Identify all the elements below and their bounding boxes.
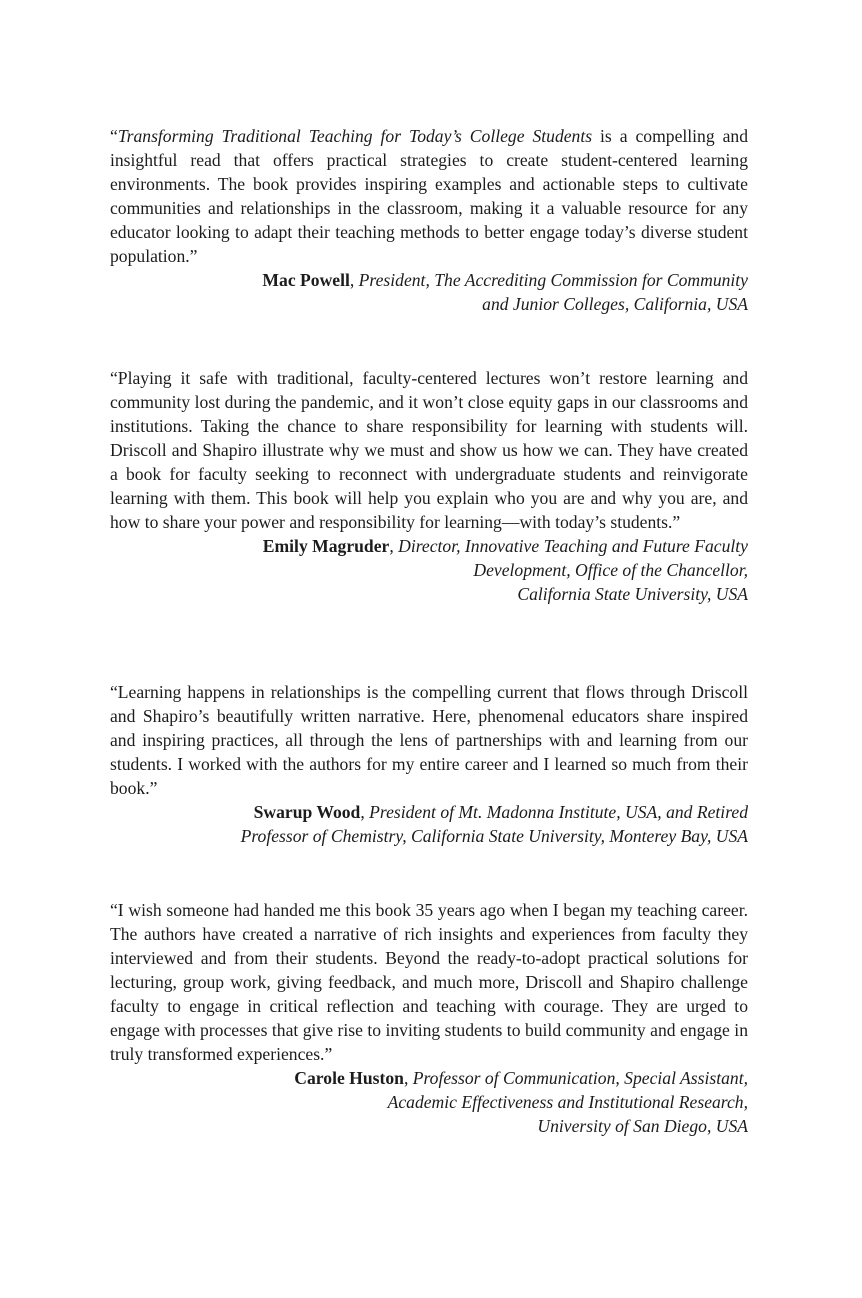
endorser-role-line: Academic Effectiveness and Institutional Research, — [387, 1092, 748, 1112]
endorser-role-line: and Junior Colleges, California, USA — [482, 294, 748, 314]
endorsement-3 — [110, 680, 748, 848]
quote-text: is a compelling and insightful read that offers practical strategies to create student-centered learning environments. The book provides inspiring examples and actionable steps to cultivate communities and relationships in the classroom, making it a valuable resource for any educator looking to adapt their teaching methods to better engage today’s diverse student population.” — [110, 126, 749, 266]
book-title: Transforming Traditional Teaching for Today’s College Students — [117, 126, 593, 146]
endorser-name: Emily Magruder — [262, 536, 390, 556]
endorser-role-line: Professor of Communication, Special Assistant, — [412, 1068, 748, 1088]
endorsement-4 — [110, 898, 748, 1138]
endorser-name: Swarup Wood — [253, 802, 361, 822]
endorser-role-line: Professor of Chemistry, California State University, Monterey Bay, USA — [240, 826, 748, 846]
endorser-name: Mac Powell — [262, 270, 350, 290]
endorsement-2 — [110, 366, 748, 606]
endorsement-1 — [110, 124, 748, 316]
endorser-role-line: President, The Accrediting Commission for Community — [358, 270, 748, 290]
endorsement-quote: “I wish someone had handed me this book 35 years ago when I began my teaching career. The authors have created a narrative of rich insights and experiences from faculty they interviewed and from their students. Beyond the ready-to-adopt practical solutions for lecturing, group work, giving feedback, and much more, Driscoll and Shapiro challenge faculty to engage in critical reflection and teaching with courage. They are urged to engage with processes that give rise to inviting students to build community and engage in truly transformed experiences.” — [110, 900, 748, 1064]
name-separator: , — [403, 1068, 413, 1088]
endorser-role-line: Director, Innovative Teaching and Future Faculty — [398, 536, 748, 556]
endorser-name: Carole Huston — [294, 1068, 404, 1088]
endorser-role-line: Development, Office of the Chancellor, — [473, 560, 748, 580]
name-separator: , — [360, 802, 370, 822]
endorser-role-line: University of San Diego, USA — [537, 1116, 748, 1136]
endorsement-quote: “Learning happens in relationships is the compelling current that flows through Driscoll and Shapiro’s beautifully written narrative. Here, phenomenal educators share inspired and inspiring practices, all through the lens of partnerships with and learning from our students. I worked with the authors for my entire career and I learned so much from their book.” — [110, 682, 748, 798]
quote-open-mark: “ — [110, 126, 118, 146]
endorsement-quote — [110, 124, 748, 268]
endorser-role-line: President of Mt. Madonna Institute, USA, and Retired — [369, 802, 748, 822]
endorsement-attribution — [110, 800, 748, 848]
endorsement-quote: “Playing it safe with traditional, faculty-centered lectures won’t restore learning and community lost during the pandemic, and it won’t close equity gaps in our classrooms and institutions. Taking the chance to share responsibility for learning with students will. Driscoll and Shapiro illustrate why we must and show us how we can. They have created a book for faculty seeking to reconnect with undergraduate students and reinvigorate learning with them. This book will help you explain who you are and why you are, and how to share your power and responsibility for learning—with today’s students.” — [110, 368, 748, 532]
endorsement-attribution — [110, 534, 748, 606]
name-separator: , — [389, 536, 399, 556]
name-separator: , — [349, 270, 359, 290]
endorsement-attribution — [110, 268, 748, 316]
endorsement-attribution — [110, 1066, 748, 1138]
endorser-role-line: California State University, USA — [517, 584, 748, 604]
